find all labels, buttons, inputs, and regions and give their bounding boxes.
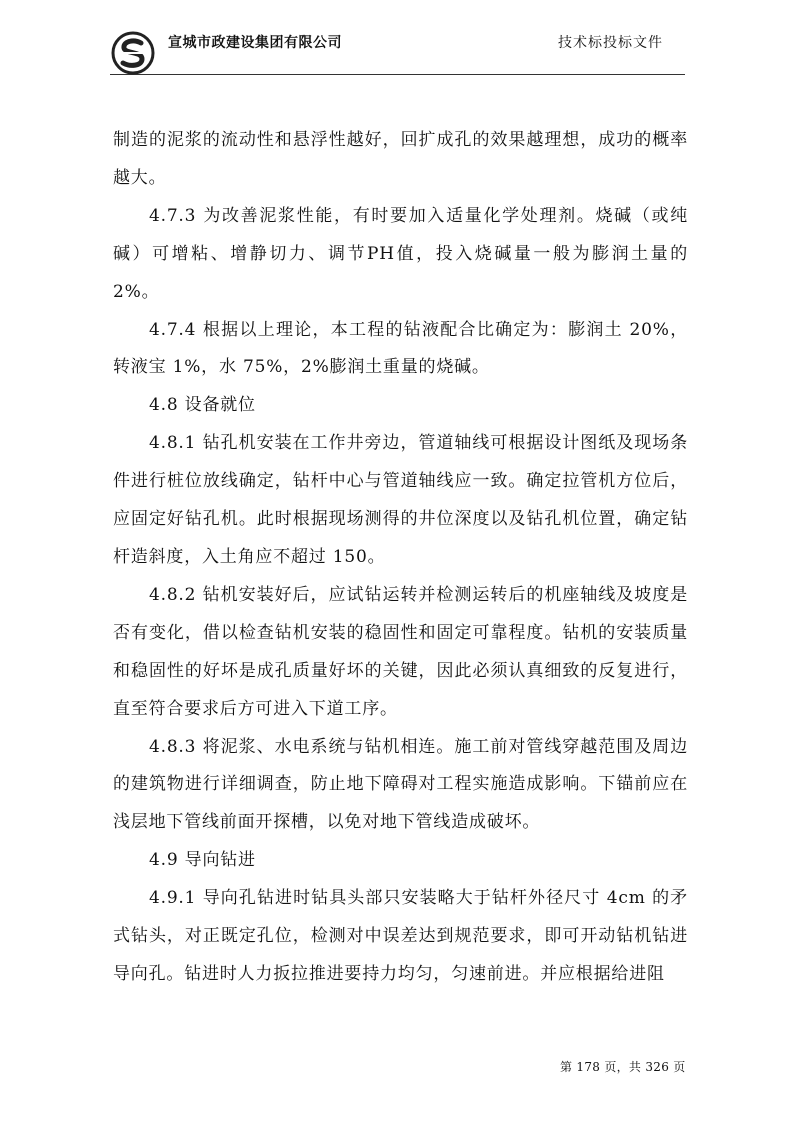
company-name: 宣城市政建设集团有限公司 — [168, 35, 342, 51]
document-type: 技术标投标文件 — [558, 35, 663, 51]
page-number: 第 178 页，共 326 页 — [560, 1060, 686, 1074]
paragraph: 4.8.1 钻孔机安装在工作井旁边，管道轴线可根据设计图纸及现场条件进行桩位放线确定，钻杆中心与管道轴线应一致。确定拉管机方位后，应固定好钻孔机。此时根据现场测得的井位深度以及钻孔机位置，确定钻杆造斜度，入土角应不超过 150。 — [113, 433, 688, 567]
company-logo-icon — [110, 30, 156, 76]
section-heading: 4.9 导向钻进 — [149, 850, 256, 871]
document-body — [113, 122, 688, 994]
paragraph: 4.9.1 导向孔钻进时钻具头部只安装略大于钻杆外径尺寸 4cm 的矛式钻头，对正既定孔位，检测对中误差达到规范要求，即可开动钻机钻进导向孔。钻进时人力扳拉推进要持力均匀，匀速前进。并应根据给进阻 — [113, 888, 688, 984]
paragraph: 制造的泥浆的流动性和悬浮性越好，回扩成孔的效果越理想，成功的概率越大。 — [113, 130, 688, 188]
section-heading: 4.8 设备就位 — [149, 395, 256, 416]
paragraph: 4.7.3 为改善泥浆性能，有时要加入适量化学处理剂。烧碱（或纯碱）可增粘、增静切力、调节PH值，投入烧碱量一般为膨润土量的 2%。 — [113, 205, 688, 302]
paragraph: 4.8.2 钻机安装好后，应试钻运转并检测运转后的机座轴线及坡度是否有变化，借以检查钻机安装的稳固性和固定可靠程度。钻机的安装质量和稳固性的好坏是成孔质量好坏的关键，因此必须认真细致的反复进行，直至符合要求后方可进入下道工序。 — [113, 584, 688, 719]
paragraph: 4.8.3 将泥浆、水电系统与钻机相连。施工前对管线穿越范围及周边的建筑物进行详细调查，防止地下障碍对工程实施造成影响。下锚前应在浅层地下管线前面开探槽，以免对地下管线造成破坏。 — [113, 736, 688, 833]
page-header — [110, 30, 685, 75]
paragraph: 4.7.4 根据以上理论，本工程的钻液配合比确定为：膨润土 20%，转液宝 1%，水 75%，2%膨润土重量的烧碱。 — [113, 319, 688, 378]
